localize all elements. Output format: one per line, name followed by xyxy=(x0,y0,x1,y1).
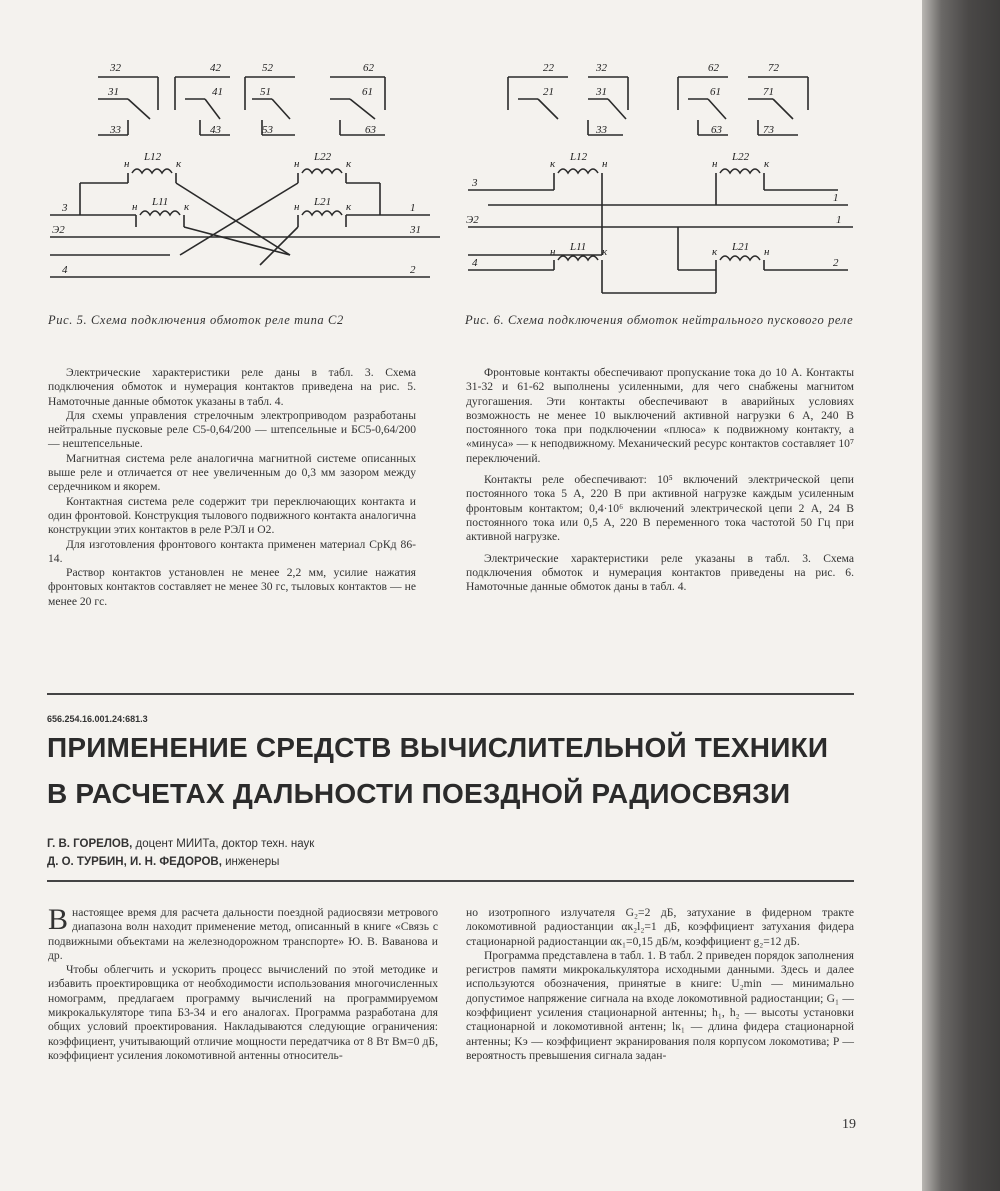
article-column-right xyxy=(466,906,854,1063)
fig5-coil-label: L22 xyxy=(314,151,332,163)
fig5-coil-label: L11 xyxy=(152,196,169,208)
author-role: доцент МИИТа, доктор техн. наук xyxy=(132,838,315,850)
fig6-wire: 2 xyxy=(833,257,839,269)
figure-5-schematic xyxy=(40,55,450,305)
fig5-label: 62 xyxy=(363,62,374,74)
article-title-line-1: ПРИМЕНЕНИЕ СРЕДСТВ ВЫЧИСЛИТЕЛЬНОЙ ТЕХНИКИ xyxy=(47,732,829,763)
paragraph xyxy=(48,903,438,963)
fig6-coil-label: L11 xyxy=(570,241,587,253)
paragraph: Раствор контактов установлен не менее 2,2 мм, усилие нажатия фронтовых контактов составляет не менее 30 гс, тыловых контактов — не менее 20 гс. xyxy=(48,566,416,608)
fig6-label: 33 xyxy=(596,124,607,136)
fig5-wire: 31 xyxy=(410,224,421,236)
author-names: Д. О. ТУРБИН, И. Н. ФЕДОРОВ, xyxy=(47,856,222,868)
fig6-label: 71 xyxy=(763,86,774,98)
fig5-wire: 2 xyxy=(410,264,416,276)
fig5-label: 52 xyxy=(262,62,273,74)
fig6-label: 31 xyxy=(596,86,607,98)
fig5-label: 53 xyxy=(262,124,273,136)
fig5-terminal: н xyxy=(294,201,300,213)
fig6-wire: 3 xyxy=(472,177,478,189)
paragraph: Программа представлена в табл. 1. В табл. 2 приведен порядок заполнения регистров памяти микрокалькулятора исходными данными. Здесь и далее используются обозначения, принятые в книге: U₂min — минимально допустимое напряжение сигнала на входе локомотивной радиостанции; G₁ — коэффициент усиления стационарной антенны; h₁, h₂ — высоты установки стационарной и локомотивной антенн; lк₁ — длина фидера стационарной антенны; Kэ — коэффициент экранирования поля корпусом локомотива; P — вероятность превышения сигнала задан- xyxy=(466,948,854,1062)
fig6-label: 32 xyxy=(596,62,607,74)
text-column-left-top xyxy=(48,366,416,609)
fig5-terminal: н xyxy=(294,158,300,170)
fig5-label: 63 xyxy=(365,124,376,136)
fig6-terminal: к xyxy=(712,246,718,258)
figure-6 xyxy=(458,55,858,305)
paragraph: Для схемы управления стрелочным электроприводом разработаны нейтральные пусковые реле С5-0,64/200 — штепсельные и БС5-0,64/200 — нештепсельные. xyxy=(48,408,416,451)
fig5-coil-label: L21 xyxy=(314,196,332,208)
paragraph: Контактная система реле содержит три переключающих контакта и один фронтовой. Конструкция тылового подвижного контакта аналогична конструкции этих контактов в реле РЭЛ и О2. xyxy=(48,494,416,537)
fig5-label: 32 xyxy=(110,62,121,74)
fig6-terminal: к xyxy=(602,246,608,258)
fig6-label: 62 xyxy=(708,62,719,74)
paragraph: Чтобы облегчить и ускорить процесс вычислений по этой методике и избавить проектировщика от необходимости использования многочисленных номограмм, предлагаем программу вычислений на программируемом микрокалькуляторе типа Б3-34 и его аналогах. Программа разработана для общих условий проектирования. Накладываются следующие ограничения: коэффициент, учитывающий отличие мощности передатчика от 8 Вт Bм=0 дБ, коэффициент усиления локомотивной антенны относитель- xyxy=(48,963,438,1062)
authors-line-2 xyxy=(47,856,279,868)
fig5-terminal: к xyxy=(346,158,352,170)
paragraph: Магнитная система реле аналогична магнитной системе описанных выше реле и отличается от нее увеличенным до 0,3 мм зазором между сердечником и якорем. xyxy=(48,451,416,494)
figure-6-schematic xyxy=(458,55,858,305)
fig6-wire: 4 xyxy=(472,257,478,269)
fig6-coil-label: L22 xyxy=(732,151,750,163)
fig6-terminal: н xyxy=(550,246,556,258)
author-names: Г. В. ГОРЕЛОВ, xyxy=(47,838,133,850)
fig5-terminal: н xyxy=(132,201,138,213)
drop-cap: В xyxy=(48,903,69,936)
fig5-wire: Э2 xyxy=(52,224,65,236)
fig5-coil-label: L12 xyxy=(144,151,162,163)
fig6-label: 73 xyxy=(763,124,774,136)
fig5-label: 33 xyxy=(110,124,121,136)
fig6-label: 72 xyxy=(768,62,779,74)
fig5-label: 61 xyxy=(362,86,373,98)
fig6-coil-label: L21 xyxy=(732,241,750,253)
fig6-label: 61 xyxy=(710,86,721,98)
fig6-terminal: н xyxy=(764,246,770,258)
fig6-terminal: н xyxy=(712,158,718,170)
fig6-label: 63 xyxy=(711,124,722,136)
paragraph: Электрические характеристики реле даны в табл. 3. Схема подключения обмоток и нумерация контактов приведена на рис. 5. Намоточные данные обмоток указаны в табл. 4. xyxy=(48,366,416,408)
authors-line-1 xyxy=(47,838,314,850)
fig6-label: 21 xyxy=(543,86,554,98)
paragraph: Фронтовые контакты обеспечивают пропускание тока до 10 А. Контакты 31-32 и 61-62 выполнены усиленными, для чего снабжены магнитом дугогашения. Эти контакты обеспечивают в аварийных условиях возможность не менее 10 выключений активной нагрузки 6 А, 240 В постоянного тока при подключении «плюса» к подвижному контакту, а «минуса» — к неподвижному. Механический ресурс контактов составляет 10⁷ переключений. xyxy=(466,366,854,465)
figure-5 xyxy=(40,55,450,305)
section-divider xyxy=(47,693,854,695)
fig5-label: 43 xyxy=(210,124,221,136)
fig5-terminal: к xyxy=(184,201,190,213)
fig5-terminal: к xyxy=(346,201,352,213)
paragraph: Контакты реле обеспечивают: 10⁵ включений электрической цепи постоянного тока 5 А, 220 В при активной нагрузке каждым усиленным фронтовым контактом; 0,4·10⁶ включений электрической цепи 2 А, 24 В постоянного тока или 0,5 А, 220 В переменного тока частотой 50 Гц при активной нагрузке. xyxy=(466,473,854,544)
fig6-terminal: к xyxy=(764,158,770,170)
paragraph: Электрические характеристики реле указаны в табл. 3. Схема подключения обмоток и нумерация контактов приведены на рис. 6. Намоточные данные обмоток даны в табл. 4. xyxy=(466,551,854,594)
article-column-left xyxy=(48,903,438,1063)
fig5-wire: 3 xyxy=(62,202,68,214)
paragraph: но изотропного излучателя G₂=2 дБ, затухание в фидерном тракте локомотивной радиостанции αк₂l₂=1 дБ, коэффициент затухания фидера стационарной радиостанции αк₁=0,15 дБ/м, коэффициент g₂=12 дБ. xyxy=(466,906,854,948)
fig5-wire: 1 xyxy=(410,202,416,214)
fig5-label: 41 xyxy=(212,86,223,98)
fig6-label: 22 xyxy=(543,62,554,74)
fig6-wire: Э2 xyxy=(466,214,479,226)
text-column-right-top xyxy=(466,366,854,594)
fig5-terminal: к xyxy=(176,158,182,170)
book-binding-edge xyxy=(922,0,1000,1191)
fig6-terminal: к xyxy=(550,158,556,170)
paragraph-text: настоящее время для расчета дальности поездной радиосвязи метрового диапазона волн находит применение метод, описанный в книге «Связь с подвижными объектами на железнодорожном транспорте» Ю. В. Ваванова и др. xyxy=(48,906,438,962)
figure-5-caption: Рис. 5. Схема подключения обмоток реле типа С2 xyxy=(48,313,344,327)
article-divider xyxy=(47,880,854,882)
paragraph: Для изготовления фронтового контакта применен материал СрКд 86-14. xyxy=(48,537,416,565)
fig6-wire: 1 xyxy=(836,214,842,226)
page-number: 19 xyxy=(842,1117,856,1132)
figure-6-caption: Рис. 6. Схема подключения обмоток нейтрального пускового реле xyxy=(465,313,854,327)
fig5-wire: 4 xyxy=(62,264,68,276)
fig5-label: 31 xyxy=(108,86,119,98)
fig5-label: 51 xyxy=(260,86,271,98)
article-title-line-2: В РАСЧЕТАХ ДАЛЬНОСТИ ПОЕЗДНОЙ РАДИОСВЯЗИ xyxy=(47,778,791,809)
fig5-terminal: н xyxy=(124,158,130,170)
author-role: инженеры xyxy=(221,856,280,868)
fig5-label: 42 xyxy=(210,62,221,74)
fig6-coil-label: L12 xyxy=(570,151,588,163)
fig6-wire: 1 xyxy=(833,192,839,204)
udc-code: 656.254.16.001.24:681.3 xyxy=(47,714,148,724)
fig6-terminal: н xyxy=(602,158,608,170)
